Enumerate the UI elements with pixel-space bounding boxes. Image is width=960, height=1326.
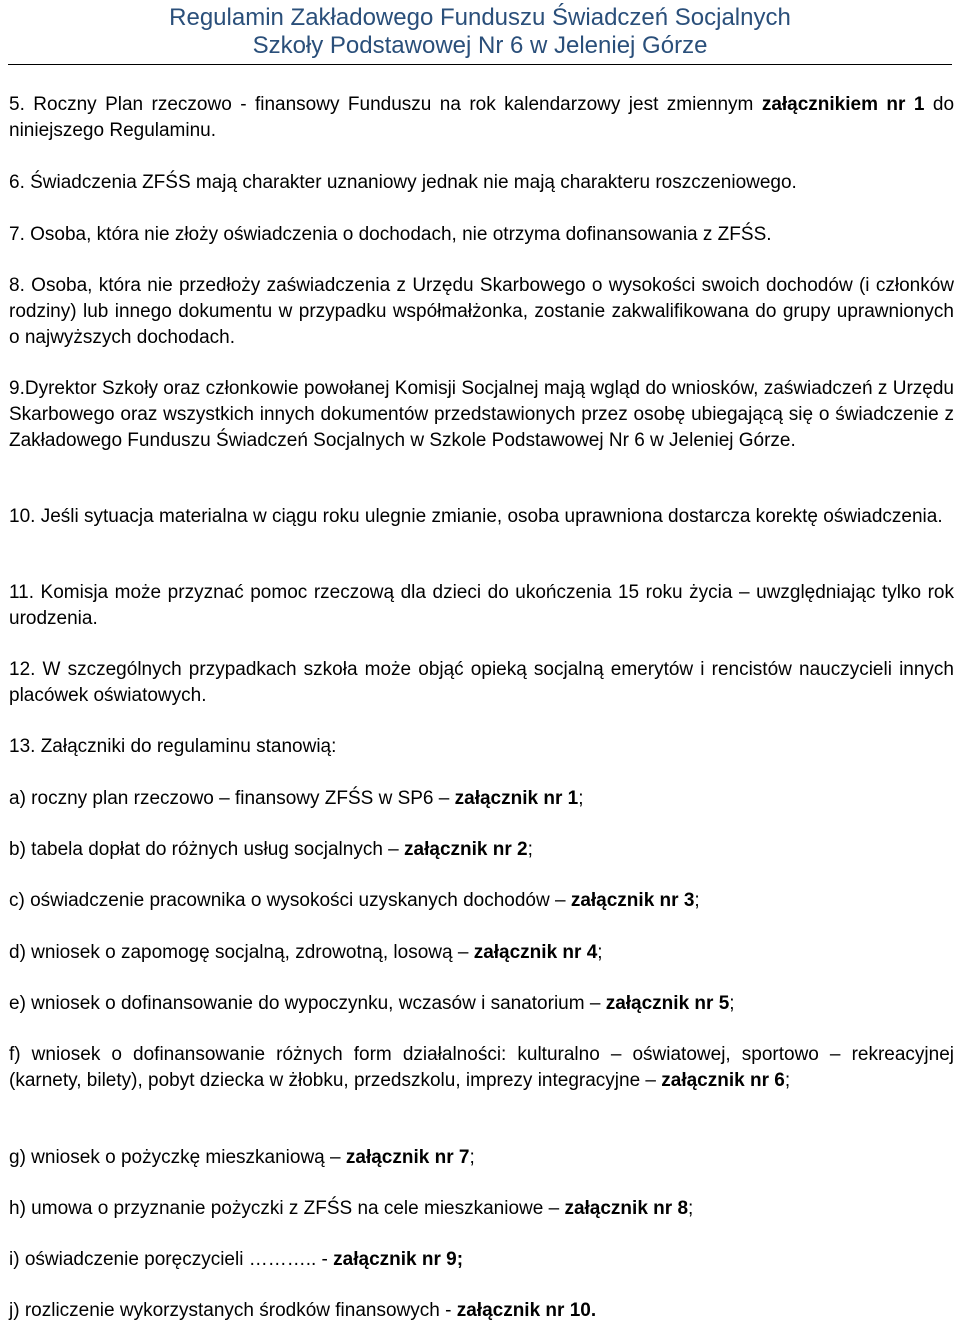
attachment-ref: załącznik nr 10. <box>456 1300 597 1321</box>
page-header <box>0 0 960 60</box>
attachment-tail: ; <box>597 942 603 963</box>
attachment-ref: załącznik nr 2 <box>404 839 528 860</box>
paragraph-10: 10. Jeśli sytuacja materialna w ciągu roku ulegnie zmianie, osoba uprawniona dostarcza korektę oświadczenia. <box>9 506 943 527</box>
attachment-text: e) wniosek o dofinansowanie do wypoczynku, wczasów i sanatorium – <box>9 993 606 1014</box>
header-title: Regulamin Zakładowego Funduszu Świadczeń Socjalnych <box>169 4 791 31</box>
attachment-tail: ; <box>694 890 700 911</box>
paragraph-13: 13. Załączniki do regulaminu stanowią: <box>9 736 337 757</box>
attachment-ref: załącznik nr 7 <box>345 1147 470 1168</box>
attachment-text: g) wniosek o pożyczkę mieszkaniową – <box>9 1147 346 1168</box>
attachment-tail: ; <box>527 839 533 860</box>
attachment-text: h) umowa o przyznanie pożyczki z ZFŚS na cele mieszkaniowe – <box>9 1198 565 1219</box>
paragraph-5-bold: załącznikiem nr 1 <box>761 94 925 115</box>
header-subtitle: Szkoły Podstawowej Nr 6 w Jeleniej Górze <box>252 32 708 59</box>
paragraph-8: 8. Osoba, która nie przedłoży zaświadczenia z Urzędu Skarbowego o wysokości swoich dochodów (i członków rodziny) lub innego dokumentu w przypadku współmałżonka, zostanie zakwalifikowana do grupy uprawnionych o najwyższych dochodach. <box>9 275 954 348</box>
attachment-item <box>9 1145 954 1171</box>
attachment-ref: załącznik nr 9; <box>333 1249 464 1270</box>
attachment-text: f) wniosek o dofinansowanie różnych form działalności: kulturalno – oświatowej, sportowo – rekreacyjnej (karnety, bilety), pobyt dziecka w żłobku, przedszkolu, imprezy integracyjne – <box>9 1044 954 1091</box>
attachment-ref: załącznik nr 4 <box>473 942 598 963</box>
attachment-item <box>9 1298 954 1324</box>
attachment-ref: załącznik nr 8 <box>564 1198 689 1219</box>
paragraph-7: 7. Osoba, która nie złoży oświadczenia o dochodach, nie otrzyma dofinansowania z ZFŚS. <box>9 224 772 245</box>
attachment-item <box>9 837 954 863</box>
attachment-text: b) tabela dopłat do różnych usług socjalnych – <box>9 839 405 860</box>
attachment-text: j) rozliczenie wykorzystanych środków finansowych - <box>9 1300 457 1321</box>
header-divider <box>8 64 952 65</box>
paragraph-9: 9.Dyrektor Szkoły oraz członkowie powołanej Komisji Socjalnej mają wgląd do wniosków, zaświadczeń z Urzędu Skarbowego oraz wszystkich innych dokumentów przedstawionych przez osobę ubiegającą się o świadczenie z Zakładowego Funduszu Świadczeń Socjalnych w Szkole Podstawowej Nr 6 w Jeleniej Górze. <box>9 378 954 451</box>
attachment-item <box>9 940 954 966</box>
attachment-text: i) oświadczenie poręczycieli ……….. - <box>9 1249 334 1270</box>
attachment-tail: ; <box>729 993 735 1014</box>
paragraph-5-text: 5. Roczny Plan rzeczowo - finansowy Funduszu na rok kalendarzowy jest zmiennym <box>9 94 762 115</box>
attachment-text: d) wniosek o zapomogę socjalną, zdrowotną, losową – <box>9 942 474 963</box>
attachment-item <box>9 1247 954 1273</box>
attachment-tail: ; <box>469 1147 475 1168</box>
attachment-text: c) oświadczenie pracownika o wysokości uzyskanych dochodów – <box>9 890 571 911</box>
attachment-tail: ; <box>688 1198 694 1219</box>
paragraph-12: 12. W szczególnych przypadkach szkoła może objąć opieką socjalną emerytów i rencistów nauczycieli innych placówek oświatowych. <box>9 659 954 706</box>
paragraph-5 <box>9 92 954 144</box>
attachment-item <box>9 1042 954 1094</box>
paragraph-6: 6. Świadczenia ZFŚS mają charakter uznaniowy jednak nie mają charakteru roszczeniowego. <box>9 172 797 193</box>
attachment-text: a) roczny plan rzeczowo – finansowy ZFŚS w SP6 – <box>9 788 455 809</box>
attachment-ref: załącznik nr 1 <box>454 788 579 809</box>
attachment-tail: ; <box>784 1070 791 1091</box>
attachment-item <box>9 1196 954 1222</box>
attachment-item <box>9 786 954 812</box>
attachment-item <box>9 888 954 914</box>
attachment-ref: załącznik nr 3 <box>570 890 695 911</box>
paragraph-5-tail: do niniejszego Regulaminu. <box>9 94 955 141</box>
paragraph-11: 11. Komisja może przyznać pomoc rzeczową dla dzieci do ukończenia 15 roku życia – uwzględniając tylko rok urodzenia. <box>9 582 954 629</box>
attachment-tail: ; <box>578 788 584 809</box>
attachment-ref: załącznik nr 5 <box>605 993 730 1014</box>
attachment-ref: załącznik nr 6 <box>661 1070 785 1091</box>
attachment-item <box>9 991 954 1017</box>
